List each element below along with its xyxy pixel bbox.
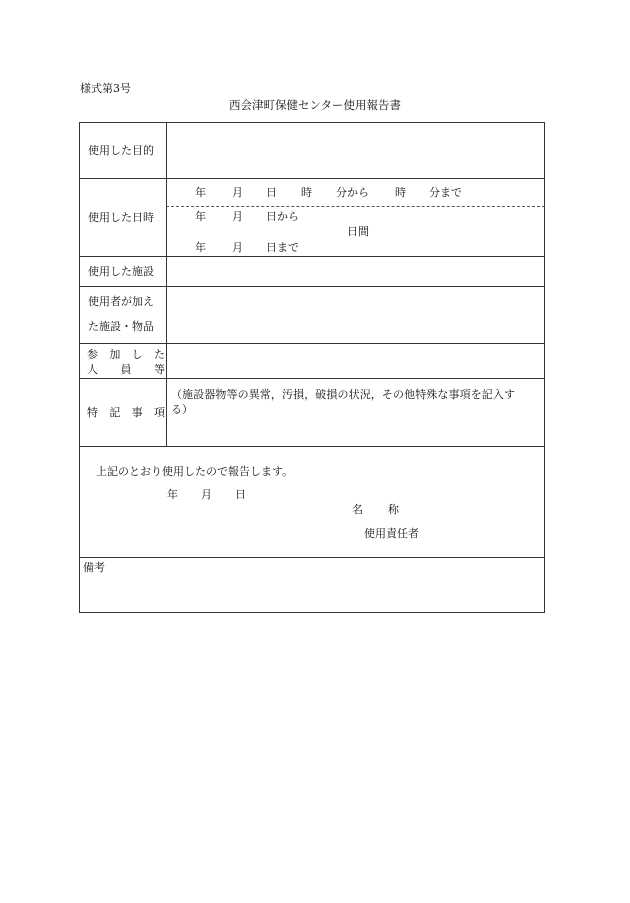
label-column-divider [166,122,167,447]
facility-label: 使用した施設 [88,265,154,278]
datetime-label: 使用した日時 [88,211,154,224]
responsible-person-label: 使用責任者 [364,527,419,540]
datetime-days: 日間 [347,225,369,238]
added-items-label-line1: 使用者が加え [88,295,154,308]
row-divider [79,178,545,179]
participants-label-line1: 参 加 し た [87,348,165,361]
participants-label-line2: 人 員 等 [87,363,165,376]
row-divider [79,286,545,287]
row-divider [79,446,545,447]
row-divider [79,256,545,257]
notes-instruction-line1: （施設器物等の異常，汚損，破損の状況，その他特殊な事項を記入す [171,388,516,401]
form-number: 様式第3号 [80,82,131,95]
row-divider [79,557,545,558]
added-items-label-line2: た施設・物品 [88,320,154,333]
notes-instruction-line2: る） [171,403,193,416]
datetime-dashed-divider [166,206,545,207]
row-divider [79,343,545,344]
remarks-label: 備考 [83,561,105,574]
declaration-text: 上記のとおり使用したので報告します。 [96,465,294,478]
purpose-label: 使用した目的 [88,144,154,157]
document-title: 西会津町保健センター使用報告書 [228,98,402,112]
row-divider [79,378,545,379]
notes-label: 特 記 事 項 [87,406,165,419]
